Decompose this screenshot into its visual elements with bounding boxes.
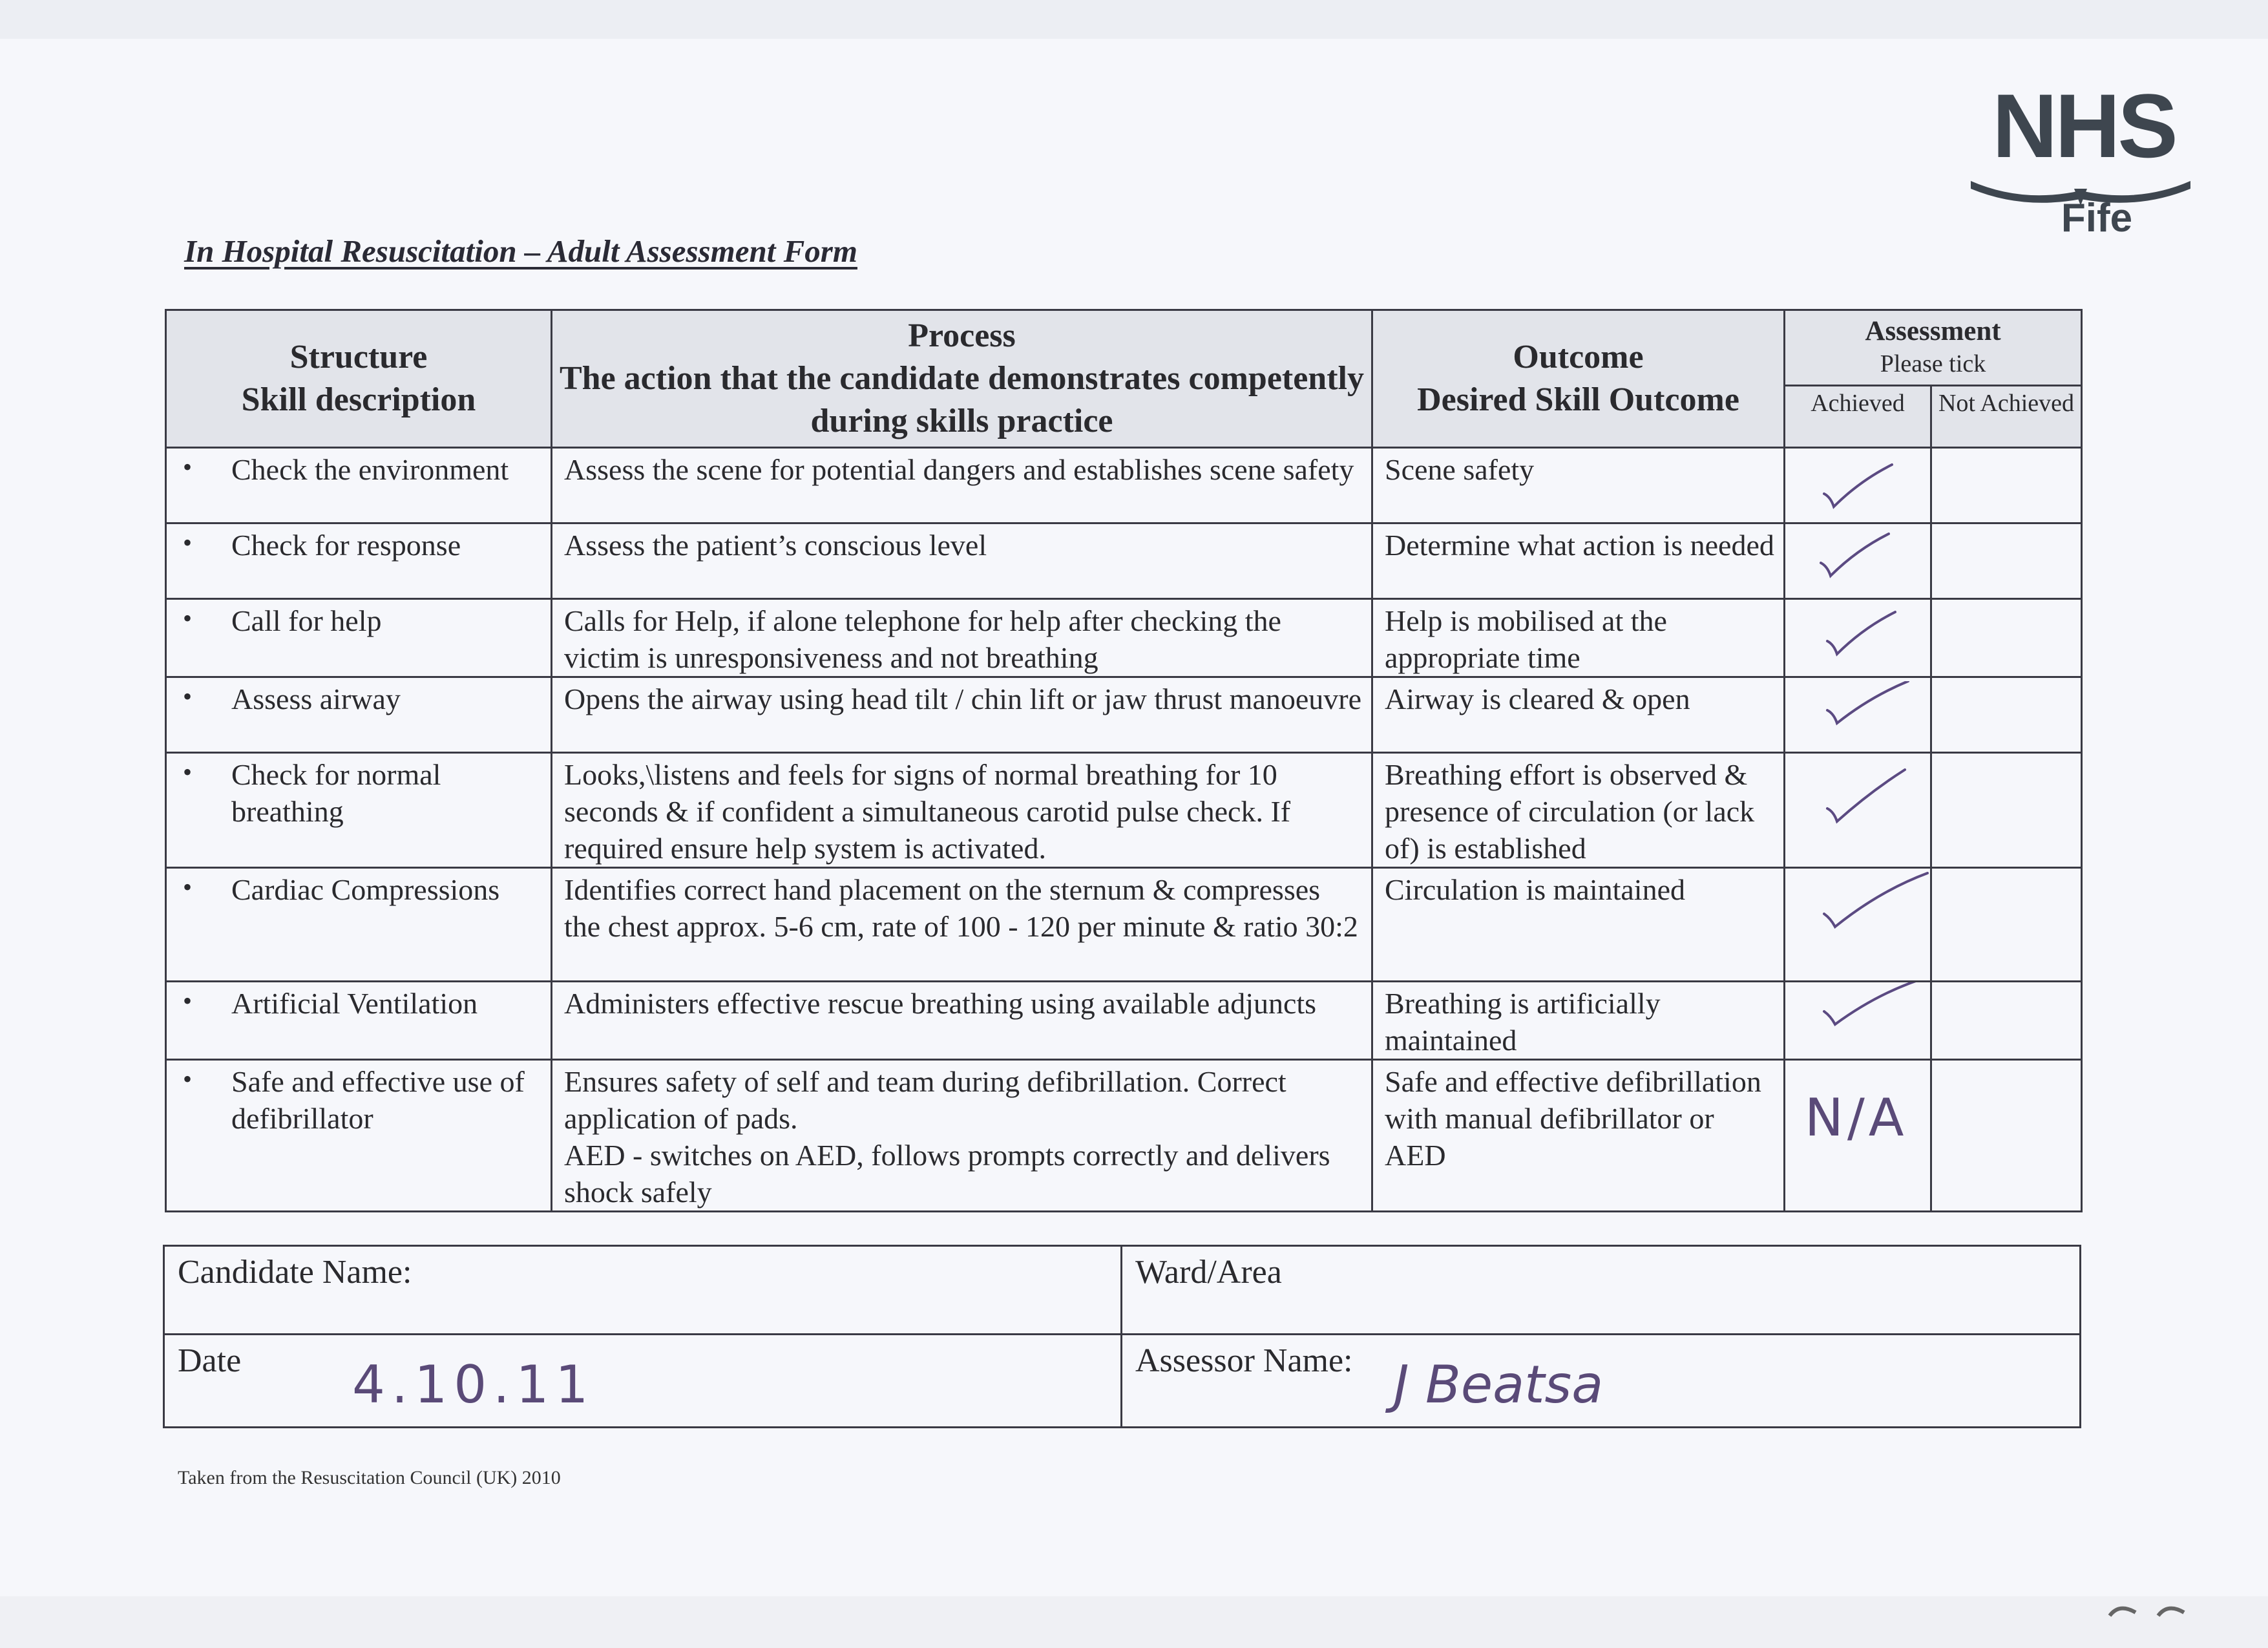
achieved-cell[interactable] xyxy=(1785,523,1931,599)
date-field[interactable] xyxy=(164,1335,1122,1428)
table-row xyxy=(166,448,2082,523)
handwritten-tick-icon xyxy=(1821,872,1931,936)
achieved-cell[interactable] xyxy=(1785,599,1931,677)
achieved-cell[interactable] xyxy=(1785,1060,1931,1212)
process-cell xyxy=(552,1060,1372,1212)
outcome-cell: Scene safety xyxy=(1372,448,1785,523)
table-row xyxy=(166,753,2082,868)
achieved-cell[interactable] xyxy=(1785,868,1931,982)
achieved-cell[interactable] xyxy=(1785,448,1931,523)
not-achieved-cell[interactable] xyxy=(1931,982,2082,1060)
process-cell: Assess the patient’s conscious level xyxy=(552,523,1372,599)
achieved-cell[interactable] xyxy=(1785,753,1931,868)
skill-text: Check the environment xyxy=(231,453,509,486)
table-row xyxy=(166,1060,2082,1212)
process-cell: Calls for Help, if alone telephone for help after checking the victim is unresponsiveness and not breathing xyxy=(552,599,1372,677)
header-outcome-subtitle: Desired Skill Outcome xyxy=(1417,381,1739,418)
outcome-cell: Determine what action is needed xyxy=(1372,523,1785,599)
not-achieved-cell[interactable] xyxy=(1931,868,2082,982)
outcome-line: with manual defibrillator or AED xyxy=(1385,1102,1714,1172)
outcome-cell xyxy=(1372,1060,1785,1212)
scan-bottom-edge xyxy=(0,1596,2268,1648)
header-process-subtitle: The action that the candidate demonstrates competently during skills practice xyxy=(560,360,1364,439)
scan-top-edge xyxy=(0,0,2268,39)
table-row xyxy=(166,982,2082,1060)
outcome-cell: Help is mobilised at the appropriate time xyxy=(1372,599,1785,677)
handwritten-tick-icon xyxy=(1821,461,1898,513)
table-row xyxy=(166,523,2082,599)
handwritten-tick-icon xyxy=(1824,681,1915,733)
outcome-cell: Airway is cleared & open xyxy=(1372,677,1785,753)
bullet-icon: • xyxy=(183,682,193,711)
bullet-icon: • xyxy=(183,604,193,633)
process-line: AED - switches on AED, follows prompts correctly and delivers shock safely xyxy=(564,1139,1330,1209)
skill-cell xyxy=(166,1060,552,1212)
skill-cell xyxy=(166,523,552,599)
process-line: Ensures safety of self and team during defibrillation. Correct application of pads. xyxy=(564,1065,1286,1135)
not-achieved-cell[interactable] xyxy=(1931,599,2082,677)
not-achieved-cell[interactable] xyxy=(1931,753,2082,868)
handwritten-tick-icon xyxy=(1824,609,1902,660)
ward-area-field[interactable] xyxy=(1122,1246,2081,1335)
skill-cell xyxy=(166,677,552,753)
skill-text: Safe and effective use of defibrillator xyxy=(231,1065,525,1135)
achieved-cell[interactable] xyxy=(1785,677,1931,753)
assessor-name-field[interactable] xyxy=(1122,1335,2081,1428)
header-please-tick: Please tick xyxy=(1880,350,1986,378)
assessor-name-label: Assessor Name: xyxy=(1135,1342,1353,1379)
outcome-line: Safe and effective defibrillation xyxy=(1385,1065,1761,1098)
table-row xyxy=(166,868,2082,982)
handwritten-tick-icon xyxy=(1818,531,1895,582)
skill-cell xyxy=(166,982,552,1060)
bullet-icon: • xyxy=(183,757,193,787)
ward-area-label: Ward/Area xyxy=(1135,1254,1282,1291)
assessment-table xyxy=(165,309,2083,1212)
handwritten-na: N/A xyxy=(1805,1088,1908,1148)
skill-text: Check for response xyxy=(231,529,461,562)
source-footnote: Taken from the Resuscitation Council (UK) 2010 xyxy=(178,1467,561,1488)
date-label: Date xyxy=(178,1342,242,1379)
candidate-name-label: Candidate Name: xyxy=(178,1254,412,1291)
assessor-name-value: J Beatsa xyxy=(1394,1355,1604,1415)
bullet-icon: • xyxy=(183,872,193,902)
achieved-cell[interactable] xyxy=(1785,982,1931,1060)
candidate-name-field[interactable] xyxy=(164,1246,1122,1335)
logo-nhs-text: NHS xyxy=(1992,75,2176,176)
not-achieved-cell[interactable] xyxy=(1931,677,2082,753)
outcome-cell: Breathing effort is observed & presence of circulation (or lack of) is established xyxy=(1372,753,1785,868)
header-process-title: Process xyxy=(908,317,1016,354)
header-process xyxy=(552,310,1372,448)
skill-cell xyxy=(166,868,552,982)
header-outcome-title: Outcome xyxy=(1513,339,1644,375)
process-cell: Looks,\listens and feels for signs of normal breathing for 10 seconds & if confident a simultaneous carotid pulse check. If required ensure help system is activated. xyxy=(552,753,1372,868)
bullet-icon: • xyxy=(183,1064,193,1093)
header-achieved: Achieved xyxy=(1785,386,1931,448)
process-cell: Assess the scene for potential dangers and establishes scene safety xyxy=(552,448,1372,523)
skill-cell xyxy=(166,448,552,523)
logo-region-text: Fife xyxy=(2061,196,2133,240)
header-assessment xyxy=(1785,310,2082,386)
handwritten-tick-icon xyxy=(1821,982,1931,1035)
table-row xyxy=(166,599,2082,677)
bullet-icon: • xyxy=(183,986,193,1015)
header-assessment-title: Assessment xyxy=(1865,316,2001,347)
header-structure xyxy=(166,310,552,448)
table-row xyxy=(166,677,2082,753)
date-value: 4.10.11 xyxy=(352,1355,595,1415)
header-not-achieved: Not Achieved xyxy=(1931,386,2082,448)
header-outcome xyxy=(1372,310,1785,448)
skill-cell xyxy=(166,753,552,868)
skill-text: Cardiac Compressions xyxy=(231,873,500,906)
skill-cell xyxy=(166,599,552,677)
bullet-icon: • xyxy=(183,452,193,481)
skill-text: Check for normal breathing xyxy=(231,758,441,828)
not-achieved-cell[interactable] xyxy=(1931,1060,2082,1212)
skill-text: Assess airway xyxy=(231,682,401,715)
handwritten-tick-icon xyxy=(1824,766,1908,831)
candidate-info-table xyxy=(163,1245,2081,1428)
form-title: In Hospital Resuscitation – Adult Assessment Form xyxy=(184,233,857,269)
process-cell: Identifies correct hand placement on the sternum & compresses the chest approx. 5-6 cm, rate of 100 - 120 per minute & ratio 30:2 xyxy=(552,868,1372,982)
scan-hole-mark-icon xyxy=(2106,1596,2197,1622)
skill-text: Artificial Ventilation xyxy=(231,987,478,1020)
not-achieved-cell[interactable] xyxy=(1931,448,2082,523)
header-structure-title: Structure xyxy=(289,339,428,375)
outcome-cell: Circulation is maintained xyxy=(1372,868,1785,982)
process-cell: Opens the airway using head tilt / chin lift or jaw thrust manoeuvre xyxy=(552,677,1372,753)
skill-text: Call for help xyxy=(231,604,382,637)
header-structure-subtitle: Skill description xyxy=(241,381,476,418)
process-cell: Administers effective rescue breathing using available adjuncts xyxy=(552,982,1372,1060)
outcome-cell: Breathing is artificially maintained xyxy=(1372,982,1785,1060)
bullet-icon: • xyxy=(183,528,193,557)
not-achieved-cell[interactable] xyxy=(1931,523,2082,599)
nhs-fife-logo xyxy=(1958,75,2203,252)
